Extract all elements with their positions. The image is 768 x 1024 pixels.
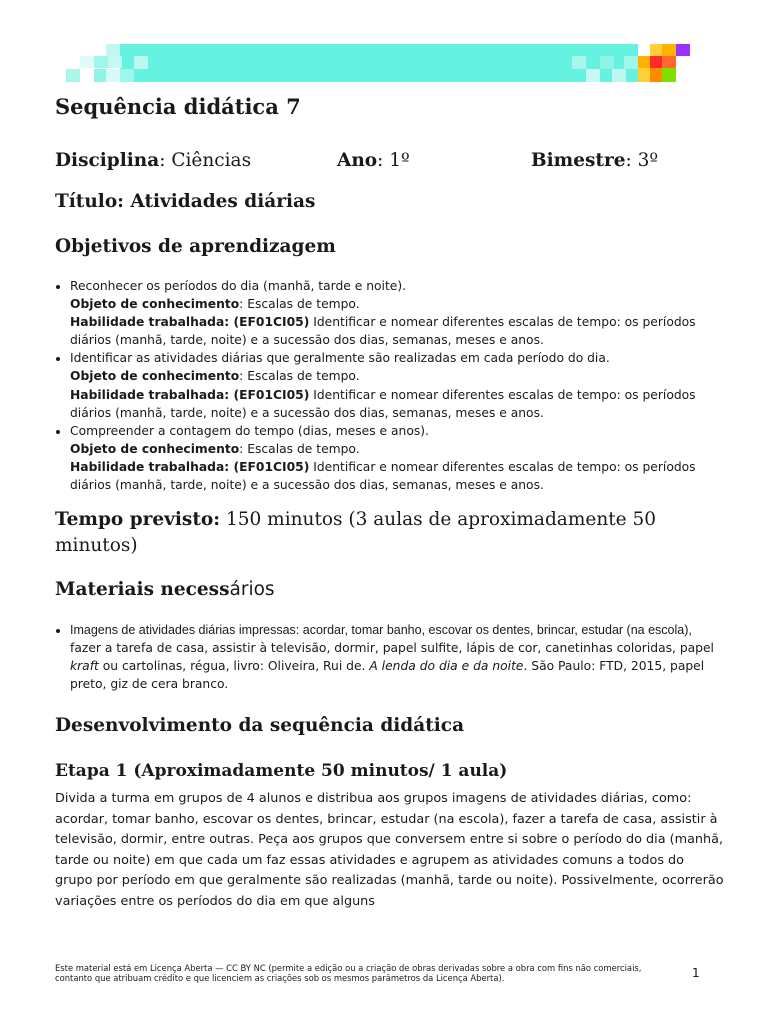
objetivos-list bbox=[55, 277, 725, 494]
header-banner bbox=[0, 0, 768, 90]
desenvolvimento-heading: Desenvolvimento da sequência didática bbox=[55, 715, 465, 737]
meta-bimestre: Bimestre: 3º bbox=[531, 150, 659, 171]
materiais-list bbox=[55, 621, 725, 693]
titulo-heading: Título: Atividades diárias bbox=[55, 191, 316, 212]
license-footer: Este material está em Licença Aberta — CC BY NC (permite a edição ou a criação de obras derivadas sobre a obra com fins não comerciais, contanto que atribuam crédito e que licenciem as criações sob os mesmos parâmetros da Licença Aberta). bbox=[55, 963, 642, 983]
list-item: • Imagens de atividades diárias impressas: acordar, tomar banho, escovar os dentes, brincar, estudar (na escola), fazer a tarefa de casa, assistir à televisão, dormir, papel sulfite, lápis de cor, canetinhas coloridas, papel kraft ou cartolinas, régua, livro: Oliveira, Rui de. A lenda do dia e da noite. São Paulo: FTD, 2015, papel preto, giz de cera branco. bbox=[70, 621, 725, 693]
list-item: • Compreender a contagem do tempo (dias, meses e anos). Objeto de conhecimento: Escalas de tempo. Habilidade trabalhada: (EF01CI05) Identificar e nomear diferentes escalas de tempo: os períodos diários (manhã, tarde, noite) e a sucessão dos dias, semanas, meses e anos. bbox=[70, 422, 725, 494]
materiais-heading: Materiais necessários bbox=[55, 579, 275, 601]
list-item: • Reconhecer os períodos do dia (manhã, tarde e noite). Objeto de conhecimento: Escalas de tempo. Habilidade trabalhada: (EF01CI05) Identificar e nomear diferentes escalas de tempo: os períodos diários (manhã, tarde, noite) e a sucessão dos dias, semanas, meses e anos. bbox=[70, 277, 725, 349]
tempo-previsto: Tempo previsto: 150 minutos (3 aulas de aproximadamente 50 minutos) bbox=[55, 509, 657, 557]
etapa1-heading: Etapa 1 (Aproximadamente 50 minutos/ 1 aula) bbox=[55, 761, 508, 782]
meta-ano: Ano: 1º bbox=[337, 150, 410, 171]
document-body bbox=[55, 92, 725, 912]
page-number: 1 bbox=[692, 966, 700, 980]
list-item: • Identificar as atividades diárias que geralmente são realizadas em cada período do dia. Objeto de conhecimento: Escalas de tempo. Habilidade trabalhada: (EF01CI05) Identificar e nomear diferentes escalas de tempo: os períodos diários (manhã, tarde, noite) e a sucessão dos dias, semanas, meses e anos. bbox=[70, 349, 725, 421]
objetivos-heading: Objetivos de aprendizagem bbox=[55, 236, 336, 257]
meta-row bbox=[55, 148, 725, 174]
document-title: Sequência didática 7 bbox=[55, 94, 301, 119]
meta-disciplina: Disciplina: Ciências bbox=[55, 150, 252, 171]
etapa1-body: Divida a turma em grupos de 4 alunos e distribua aos grupos imagens de atividades diárias, como: acordar, tomar banho, escovar os dentes, brincar, estudar (na escola), fazer a tarefa de casa, assistir à televisão, dormir, entre outras. Peça aos grupos que conversem entre si sobre o período do dia (manhã, tarde ou noite) em que cada um faz essas atividades e agrupem as atividades comuns a todos do grupo por período em que geralmente são realizadas (manhã, tarde ou noite). Possivelmente, ocorrerão variações entre os períodos do dia em que alguns bbox=[55, 791, 724, 909]
